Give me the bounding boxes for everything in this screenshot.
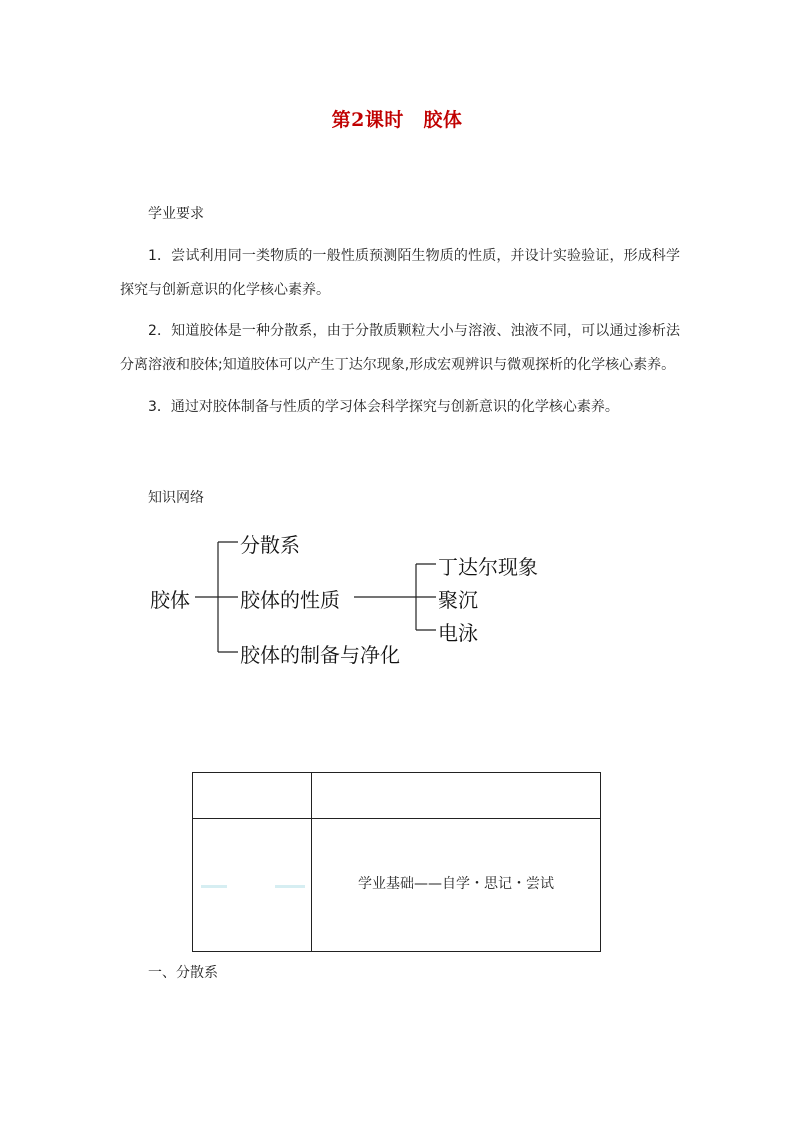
requirement-item-1: 1．尝试利用同一类物质的一般性质预测陌生物质的性质，并设计实验验证，形成科学探究与创新意识的化学核心素养。 bbox=[120, 248, 680, 298]
requirement-item-2: 2．知道胶体是一种分散系，由于分散质颗粒大小与溶液、浊液不同，可以通过渗析法分离溶液和胶体;知道胶体可以产生丁达尔现象,形成宏观辨识与微观探析的化学核心素养。 bbox=[120, 323, 680, 373]
requirement-item-3: 3．通过对胶体制备与性质的学习体会科学探究与创新意识的化学核心素养。 bbox=[148, 399, 619, 415]
knowledge-network-diagram bbox=[140, 520, 570, 670]
page-title: 第2课时 胶体 bbox=[331, 109, 463, 131]
network-sub-electrophoresis: 电泳 bbox=[438, 621, 478, 645]
network-branch-dispersion: 分散系 bbox=[240, 533, 300, 557]
network-branch-properties: 胶体的性质 bbox=[240, 588, 340, 612]
table-divider-horizontal bbox=[193, 818, 600, 819]
section-dispersion-heading: 一、分散系 bbox=[148, 965, 218, 981]
table-cell-section-label: 学业基础——自学・思记・尝试 bbox=[358, 876, 554, 892]
faint-image-mark-right bbox=[275, 885, 305, 888]
table-divider-vertical bbox=[311, 773, 312, 951]
network-branch-preparation: 胶体的制备与净化 bbox=[240, 643, 400, 667]
network-heading: 知识网络 bbox=[148, 490, 204, 506]
info-table bbox=[192, 772, 601, 952]
faint-image-mark-left bbox=[201, 885, 227, 888]
network-sub-coagulation: 聚沉 bbox=[438, 588, 478, 612]
requirements-heading: 学业要求 bbox=[148, 206, 204, 222]
network-sub-tyndall: 丁达尔现象 bbox=[438, 555, 538, 579]
network-root: 胶体 bbox=[150, 588, 190, 612]
